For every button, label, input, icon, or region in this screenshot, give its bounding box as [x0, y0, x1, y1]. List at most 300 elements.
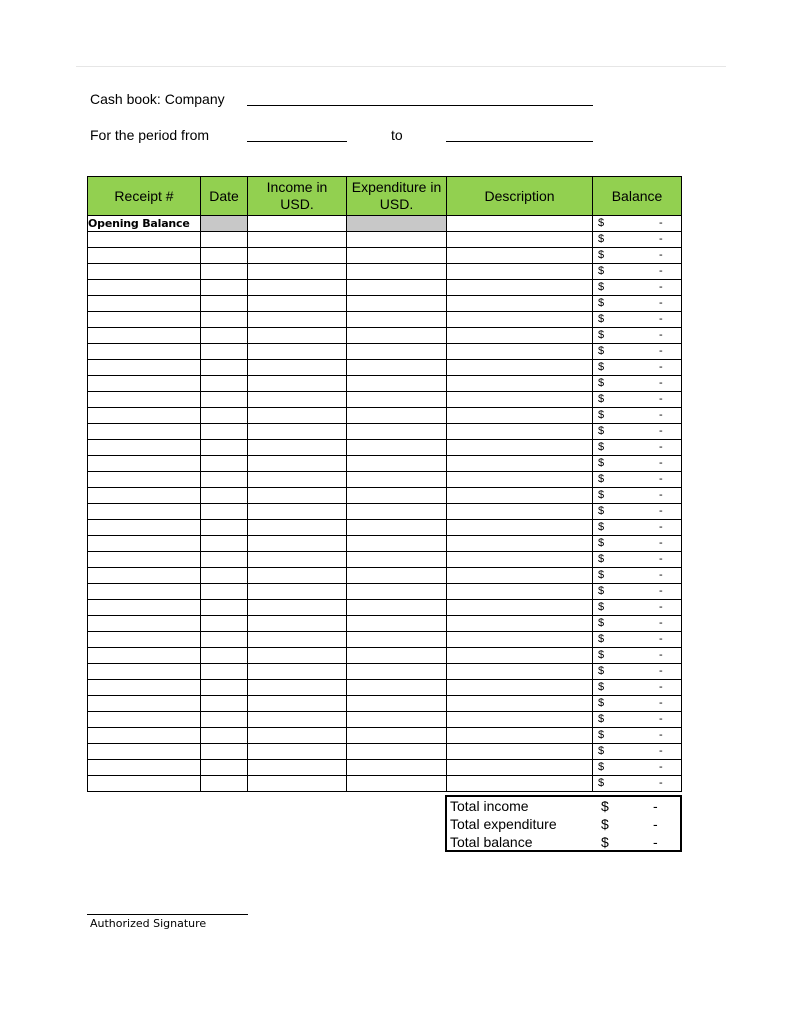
date-cell[interactable] — [201, 712, 248, 728]
opening-balance-label: Opening Balance — [88, 216, 201, 232]
currency-symbol: $ — [598, 601, 605, 613]
balance-cell — [593, 680, 682, 696]
income-cell[interactable] — [248, 536, 347, 552]
balance-value: - — [659, 537, 663, 549]
currency-symbol: $ — [598, 489, 605, 501]
income-cell[interactable] — [248, 760, 347, 776]
balance-value: - — [659, 345, 663, 357]
currency-symbol: $ — [598, 473, 605, 485]
receipt-cell[interactable] — [88, 632, 201, 648]
description-cell[interactable] — [447, 360, 593, 376]
date-cell[interactable] — [201, 584, 248, 600]
balance-value: - — [659, 249, 663, 261]
date-cell[interactable] — [201, 616, 248, 632]
income-cell[interactable] — [248, 616, 347, 632]
income-cell[interactable] — [248, 504, 347, 520]
table-row — [88, 296, 682, 312]
opening-expenditure-cell — [347, 216, 447, 232]
total-expenditure-label: Total expenditure — [450, 816, 557, 832]
date-cell[interactable] — [201, 680, 248, 696]
table-row — [88, 232, 682, 248]
receipt-cell[interactable] — [88, 520, 201, 536]
signature-line[interactable] — [87, 914, 248, 915]
table-row — [88, 488, 682, 504]
expenditure-cell[interactable] — [347, 664, 447, 680]
table-row — [88, 776, 682, 792]
table-row — [88, 264, 682, 280]
date-cell[interactable] — [201, 344, 248, 360]
balance-cell — [593, 488, 682, 504]
balance-value: - — [659, 665, 663, 677]
balance-cell — [593, 648, 682, 664]
expenditure-cell[interactable] — [347, 424, 447, 440]
column-header-date: Date — [201, 177, 248, 216]
receipt-cell[interactable] — [88, 456, 201, 472]
receipt-cell[interactable] — [88, 712, 201, 728]
income-cell[interactable] — [248, 312, 347, 328]
balance-value: - — [659, 313, 663, 325]
receipt-cell[interactable] — [88, 744, 201, 760]
balance-cell — [593, 552, 682, 568]
description-cell[interactable] — [447, 312, 593, 328]
balance-cell — [593, 456, 682, 472]
expenditure-cell[interactable] — [347, 616, 447, 632]
currency-symbol: $ — [598, 457, 605, 469]
currency-symbol: $ — [598, 665, 605, 677]
currency-symbol: $ — [598, 249, 605, 261]
balance-cell — [593, 472, 682, 488]
column-header-balance: Balance — [593, 177, 682, 216]
date-cell[interactable] — [201, 248, 248, 264]
income-cell[interactable] — [248, 680, 347, 696]
balance-cell — [593, 408, 682, 424]
balance-cell — [593, 344, 682, 360]
currency-symbol: $ — [598, 377, 605, 389]
table-row — [88, 728, 682, 744]
income-cell[interactable] — [248, 696, 347, 712]
description-cell[interactable] — [447, 696, 593, 712]
receipt-cell[interactable] — [88, 392, 201, 408]
balance-cell — [593, 664, 682, 680]
date-cell[interactable] — [201, 440, 248, 456]
balance-value: - — [659, 585, 663, 597]
table-row — [88, 376, 682, 392]
expenditure-cell[interactable] — [347, 728, 447, 744]
income-cell[interactable] — [248, 472, 347, 488]
income-cell[interactable] — [248, 424, 347, 440]
receipt-cell[interactable] — [88, 296, 201, 312]
balance-value: - — [659, 361, 663, 373]
expenditure-cell[interactable] — [347, 280, 447, 296]
description-cell[interactable] — [447, 568, 593, 584]
income-cell[interactable] — [248, 552, 347, 568]
receipt-cell[interactable] — [88, 376, 201, 392]
balance-cell — [593, 600, 682, 616]
currency-symbol: $ — [598, 393, 605, 405]
table-row — [88, 424, 682, 440]
description-cell[interactable] — [447, 776, 593, 792]
date-cell[interactable] — [201, 744, 248, 760]
expenditure-cell[interactable] — [347, 328, 447, 344]
table-header-row — [88, 177, 682, 216]
income-cell[interactable] — [248, 712, 347, 728]
opening-description-cell[interactable] — [447, 216, 593, 232]
date-cell[interactable] — [201, 360, 248, 376]
table-row — [88, 408, 682, 424]
description-cell[interactable] — [447, 744, 593, 760]
currency-symbol: $ — [598, 617, 605, 629]
description-cell[interactable] — [447, 344, 593, 360]
balance-value: - — [659, 761, 663, 773]
balance-cell — [593, 584, 682, 600]
income-cell[interactable] — [248, 456, 347, 472]
table-row — [88, 536, 682, 552]
description-cell[interactable] — [447, 264, 593, 280]
balance-cell — [593, 248, 682, 264]
expenditure-cell[interactable] — [347, 632, 447, 648]
expenditure-cell[interactable] — [347, 776, 447, 792]
table-row — [88, 344, 682, 360]
income-cell[interactable] — [248, 568, 347, 584]
description-cell[interactable] — [447, 296, 593, 312]
expenditure-cell[interactable] — [347, 264, 447, 280]
total-balance-value: - — [653, 834, 658, 850]
balance-cell — [593, 424, 682, 440]
table-row — [88, 680, 682, 696]
description-cell[interactable] — [447, 376, 593, 392]
expenditure-cell[interactable] — [347, 488, 447, 504]
cash-book-label: Cash book: Company — [90, 91, 225, 107]
table-row — [88, 664, 682, 680]
date-cell[interactable] — [201, 232, 248, 248]
table-row — [88, 648, 682, 664]
income-cell[interactable] — [248, 328, 347, 344]
date-cell[interactable] — [201, 408, 248, 424]
description-cell[interactable] — [447, 456, 593, 472]
income-cell[interactable] — [248, 360, 347, 376]
balance-cell — [593, 232, 682, 248]
balance-value: - — [659, 441, 663, 453]
receipt-cell[interactable] — [88, 344, 201, 360]
expenditure-cell[interactable] — [347, 712, 447, 728]
income-cell[interactable] — [248, 344, 347, 360]
income-cell[interactable] — [248, 776, 347, 792]
receipt-cell[interactable] — [88, 584, 201, 600]
total-income-currency: $ — [601, 798, 609, 814]
income-cell[interactable] — [248, 632, 347, 648]
expenditure-cell[interactable] — [347, 472, 447, 488]
balance-value: - — [659, 393, 663, 405]
description-cell[interactable] — [447, 392, 593, 408]
table-body — [88, 216, 682, 792]
balance-value: - — [659, 457, 663, 469]
income-cell[interactable] — [248, 264, 347, 280]
period-from-label: For the period from — [90, 127, 210, 143]
currency-symbol: $ — [598, 217, 605, 229]
table-row — [88, 600, 682, 616]
table-row — [88, 312, 682, 328]
expenditure-cell[interactable] — [347, 296, 447, 312]
description-cell[interactable] — [447, 632, 593, 648]
expenditure-cell[interactable] — [347, 760, 447, 776]
income-cell[interactable] — [248, 280, 347, 296]
expenditure-cell[interactable] — [347, 440, 447, 456]
receipt-cell[interactable] — [88, 328, 201, 344]
company-name-field[interactable] — [247, 105, 593, 106]
currency-symbol: $ — [598, 569, 605, 581]
balance-value: - — [659, 553, 663, 565]
expenditure-cell[interactable] — [347, 504, 447, 520]
table-row — [88, 568, 682, 584]
receipt-cell[interactable] — [88, 232, 201, 248]
description-cell[interactable] — [447, 408, 593, 424]
description-cell[interactable] — [447, 520, 593, 536]
date-cell[interactable] — [201, 280, 248, 296]
date-cell[interactable] — [201, 648, 248, 664]
expenditure-cell[interactable] — [347, 312, 447, 328]
expenditure-cell[interactable] — [347, 392, 447, 408]
period-to-field[interactable] — [446, 141, 593, 142]
currency-symbol: $ — [598, 745, 605, 757]
table-row — [88, 696, 682, 712]
description-cell[interactable] — [447, 680, 593, 696]
balance-value: - — [659, 281, 663, 293]
expenditure-cell[interactable] — [347, 536, 447, 552]
description-cell[interactable] — [447, 232, 593, 248]
description-cell[interactable] — [447, 424, 593, 440]
date-cell[interactable] — [201, 504, 248, 520]
balance-cell — [593, 296, 682, 312]
balance-value: - — [659, 297, 663, 309]
date-cell[interactable] — [201, 312, 248, 328]
expenditure-cell[interactable] — [347, 360, 447, 376]
balance-value: - — [659, 217, 663, 229]
date-cell[interactable] — [201, 664, 248, 680]
currency-symbol: $ — [598, 521, 605, 533]
description-cell[interactable] — [447, 536, 593, 552]
description-cell[interactable] — [447, 552, 593, 568]
income-cell[interactable] — [248, 296, 347, 312]
date-cell[interactable] — [201, 520, 248, 536]
income-cell[interactable] — [248, 440, 347, 456]
currency-symbol: $ — [598, 313, 605, 325]
currency-symbol: $ — [598, 713, 605, 725]
date-cell[interactable] — [201, 696, 248, 712]
receipt-cell[interactable] — [88, 408, 201, 424]
expenditure-cell[interactable] — [347, 680, 447, 696]
income-cell[interactable] — [248, 728, 347, 744]
date-cell[interactable] — [201, 472, 248, 488]
receipt-cell[interactable] — [88, 664, 201, 680]
balance-cell — [593, 712, 682, 728]
description-cell[interactable] — [447, 760, 593, 776]
receipt-cell[interactable] — [88, 776, 201, 792]
balance-value: - — [659, 601, 663, 613]
balance-cell — [593, 536, 682, 552]
balance-value: - — [659, 649, 663, 661]
period-to-label: to — [391, 127, 403, 143]
date-cell[interactable] — [201, 376, 248, 392]
income-cell[interactable] — [248, 248, 347, 264]
currency-symbol: $ — [598, 409, 605, 421]
table-row — [88, 760, 682, 776]
receipt-cell[interactable] — [88, 552, 201, 568]
balance-value: - — [659, 633, 663, 645]
currency-symbol: $ — [598, 633, 605, 645]
balance-cell — [593, 632, 682, 648]
income-cell[interactable] — [248, 600, 347, 616]
receipt-cell[interactable] — [88, 280, 201, 296]
expenditure-cell[interactable] — [347, 584, 447, 600]
income-cell[interactable] — [248, 488, 347, 504]
date-cell[interactable] — [201, 264, 248, 280]
expenditure-cell[interactable] — [347, 232, 447, 248]
balance-value: - — [659, 377, 663, 389]
receipt-cell[interactable] — [88, 472, 201, 488]
balance-value: - — [659, 521, 663, 533]
receipt-cell[interactable] — [88, 760, 201, 776]
currency-symbol: $ — [598, 345, 605, 357]
expenditure-cell[interactable] — [347, 408, 447, 424]
income-cell[interactable] — [248, 392, 347, 408]
income-cell[interactable] — [248, 408, 347, 424]
receipt-cell[interactable] — [88, 248, 201, 264]
description-cell[interactable] — [447, 584, 593, 600]
receipt-cell[interactable] — [88, 696, 201, 712]
balance-cell — [593, 760, 682, 776]
income-cell[interactable] — [248, 664, 347, 680]
description-cell[interactable] — [447, 600, 593, 616]
income-cell[interactable] — [248, 520, 347, 536]
description-cell[interactable] — [447, 488, 593, 504]
table-row — [88, 248, 682, 264]
description-cell[interactable] — [447, 328, 593, 344]
date-cell[interactable] — [201, 296, 248, 312]
income-cell[interactable] — [248, 584, 347, 600]
date-cell[interactable] — [201, 760, 248, 776]
receipt-cell[interactable] — [88, 504, 201, 520]
description-cell[interactable] — [447, 648, 593, 664]
expenditure-cell[interactable] — [347, 520, 447, 536]
balance-cell — [593, 504, 682, 520]
receipt-cell[interactable] — [88, 440, 201, 456]
receipt-cell[interactable] — [88, 568, 201, 584]
income-cell[interactable] — [248, 744, 347, 760]
table-row — [88, 472, 682, 488]
expenditure-cell[interactable] — [347, 248, 447, 264]
balance-cell — [593, 520, 682, 536]
column-header-receipt: Receipt # — [88, 177, 201, 216]
expenditure-cell[interactable] — [347, 744, 447, 760]
income-cell[interactable] — [248, 232, 347, 248]
income-cell[interactable] — [248, 648, 347, 664]
date-cell[interactable] — [201, 776, 248, 792]
currency-symbol: $ — [598, 361, 605, 373]
description-cell[interactable] — [447, 616, 593, 632]
date-cell[interactable] — [201, 568, 248, 584]
date-cell[interactable] — [201, 488, 248, 504]
currency-symbol: $ — [598, 697, 605, 709]
receipt-cell[interactable] — [88, 264, 201, 280]
balance-value: - — [659, 617, 663, 629]
description-cell[interactable] — [447, 280, 593, 296]
date-cell[interactable] — [201, 456, 248, 472]
description-cell[interactable] — [447, 728, 593, 744]
date-cell[interactable] — [201, 552, 248, 568]
balance-cell — [593, 360, 682, 376]
description-cell[interactable] — [447, 664, 593, 680]
opening-income-cell[interactable] — [248, 216, 347, 232]
date-cell[interactable] — [201, 392, 248, 408]
receipt-cell[interactable] — [88, 600, 201, 616]
date-cell[interactable] — [201, 600, 248, 616]
receipt-cell[interactable] — [88, 728, 201, 744]
balance-cell — [593, 376, 682, 392]
date-cell[interactable] — [201, 632, 248, 648]
expenditure-cell[interactable] — [347, 600, 447, 616]
receipt-cell[interactable] — [88, 360, 201, 376]
total-balance-currency: $ — [601, 834, 609, 850]
table-row — [88, 584, 682, 600]
currency-symbol: $ — [598, 761, 605, 773]
table-row — [88, 456, 682, 472]
expenditure-cell[interactable] — [347, 376, 447, 392]
currency-symbol: $ — [598, 537, 605, 549]
page-top-rule — [76, 66, 726, 67]
currency-symbol: $ — [598, 265, 605, 277]
column-header-income: Income in USD. — [248, 177, 347, 216]
receipt-cell[interactable] — [88, 616, 201, 632]
balance-cell — [593, 440, 682, 456]
description-cell[interactable] — [447, 248, 593, 264]
receipt-cell[interactable] — [88, 424, 201, 440]
currency-symbol: $ — [598, 729, 605, 741]
date-cell[interactable] — [201, 424, 248, 440]
expenditure-cell[interactable] — [347, 456, 447, 472]
receipt-cell[interactable] — [88, 680, 201, 696]
date-cell[interactable] — [201, 536, 248, 552]
currency-symbol: $ — [598, 649, 605, 661]
description-cell[interactable] — [447, 440, 593, 456]
receipt-cell[interactable] — [88, 536, 201, 552]
balance-value: - — [659, 697, 663, 709]
table-row — [88, 632, 682, 648]
total-expenditure-row — [447, 815, 680, 833]
expenditure-cell[interactable] — [347, 344, 447, 360]
balance-cell — [593, 776, 682, 792]
balance-cell — [593, 328, 682, 344]
expenditure-cell[interactable] — [347, 648, 447, 664]
expenditure-cell[interactable] — [347, 696, 447, 712]
date-cell[interactable] — [201, 328, 248, 344]
period-from-field[interactable] — [247, 141, 347, 142]
balance-value: - — [659, 265, 663, 277]
description-cell[interactable] — [447, 504, 593, 520]
description-cell[interactable] — [447, 472, 593, 488]
receipt-cell[interactable] — [88, 312, 201, 328]
receipt-cell[interactable] — [88, 488, 201, 504]
description-cell[interactable] — [447, 712, 593, 728]
expenditure-cell[interactable] — [347, 568, 447, 584]
table-row — [88, 392, 682, 408]
column-header-expenditure: Expenditure in USD. — [347, 177, 447, 216]
currency-symbol: $ — [598, 425, 605, 437]
income-cell[interactable] — [248, 376, 347, 392]
date-cell[interactable] — [201, 728, 248, 744]
receipt-cell[interactable] — [88, 648, 201, 664]
opening-balance-cell — [593, 216, 682, 232]
expenditure-cell[interactable] — [347, 552, 447, 568]
